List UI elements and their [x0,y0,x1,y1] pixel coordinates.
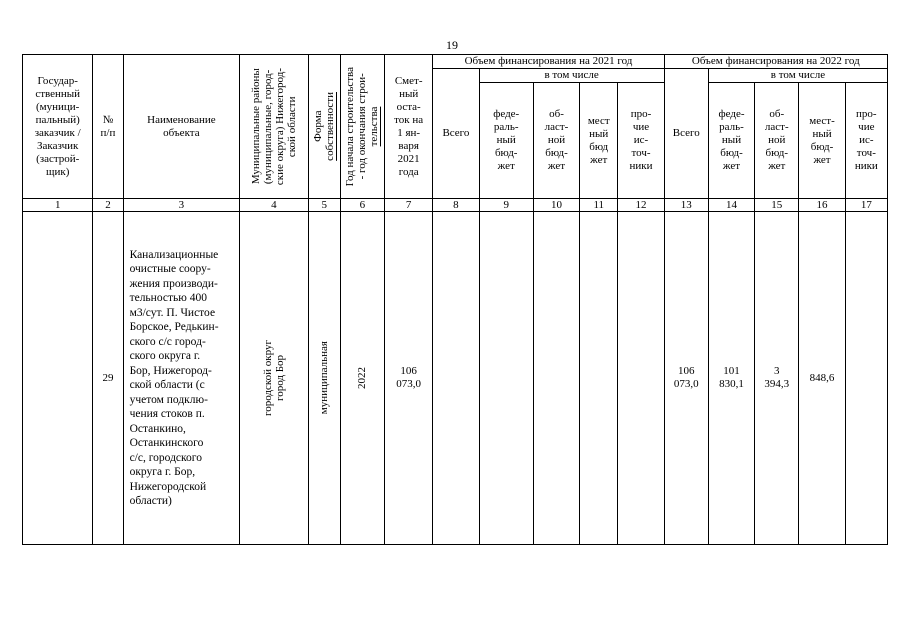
cell-regional-2021 [533,212,579,545]
header-local-2021: мест ный бюд жет [580,83,618,199]
header-federal-2022: феде- раль- ный бюд- жет [708,83,754,199]
cell-total-2021 [433,212,479,545]
header-federal-2021: феде- раль- ный бюд- жет [479,83,533,199]
column-number: 2 [93,199,123,212]
column-number: 9 [479,199,533,212]
column-number: 7 [385,199,433,212]
header-including-2021: в том числе [479,69,664,83]
column-number: 14 [708,199,754,212]
cell-regional-2022: 3 394,3 [755,212,799,545]
header-ownership-form: Форма собственности [308,55,340,199]
column-number: 8 [433,199,479,212]
cell-construction-years: 2022 [340,212,384,545]
cell-customer [23,212,93,545]
cell-federal-2021 [479,212,533,545]
cell-ownership-form: муниципальная [308,212,340,545]
header-object-name: Наименование объекта [123,55,240,199]
investment-table [22,54,888,545]
header-customer: Государ- ственный (муници- пальный) заказчик / Заказчик (застрой- щик) [23,55,93,199]
header-total-2021: Всего [433,69,479,199]
column-number: 17 [845,199,887,212]
column-number-row [23,199,888,212]
cell-num: 29 [93,212,123,545]
header-construction-years: Год начала строительства - год окончания строи- тельства [340,55,384,199]
header-total-2022: Всего [664,69,708,199]
header-num: № п/п [93,55,123,199]
header-estimate-remainder: Смет- ный оста- ток на 1 ян- варя 2021 года [385,55,433,199]
column-number: 11 [580,199,618,212]
header-funding-2022: Объем финансирования на 2022 год [664,55,887,69]
column-number: 3 [123,199,240,212]
page-number: 19 [446,38,458,52]
header-row-1 [23,55,888,69]
header-other-2021: про- чие ис- точ- ники [618,83,664,199]
cell-local-2022: 848,6 [799,212,845,545]
cell-municipal-district: городской округ город Бор [240,212,308,545]
table-row [23,212,888,545]
column-number: 15 [755,199,799,212]
cell-other-2021 [618,212,664,545]
column-number: 16 [799,199,845,212]
header-funding-2021: Объем финансирования на 2021 год [433,55,664,69]
header-regional-2022: об- ласт- ной бюд- жет [755,83,799,199]
header-local-2022: мест- ный бюд- жет [799,83,845,199]
header-including-2022: в том числе [708,69,887,83]
header-other-2022: про- чие ис- точ- ники [845,83,887,199]
column-number: 4 [240,199,308,212]
cell-other-2022 [845,212,887,545]
cell-federal-2022: 101 830,1 [708,212,754,545]
header-regional-2021: об- ласт- ной бюд- жет [533,83,579,199]
cell-total-2022: 106 073,0 [664,212,708,545]
column-number: 13 [664,199,708,212]
column-number: 10 [533,199,579,212]
cell-local-2021 [580,212,618,545]
header-municipal-districts: Муниципальные районы (муниципальные, город- ские округа) Нижегород- ской области [240,55,308,199]
column-number: 12 [618,199,664,212]
cell-object-name: Канализационные очистные соору- жения производи- тельностью 400 м3/сут. П. Чистое Борское, Редькин- ского с/с город- ского округа г. Бор, Нижегород- ской области (с учетом подклю- чения стоков п. Останкино, Останкинского с/с, городского округа г. Бор, Нижегородской области) [123,212,240,545]
column-number: 1 [23,199,93,212]
column-number: 6 [340,199,384,212]
column-number: 5 [308,199,340,212]
cell-estimate-remainder: 106 073,0 [385,212,433,545]
